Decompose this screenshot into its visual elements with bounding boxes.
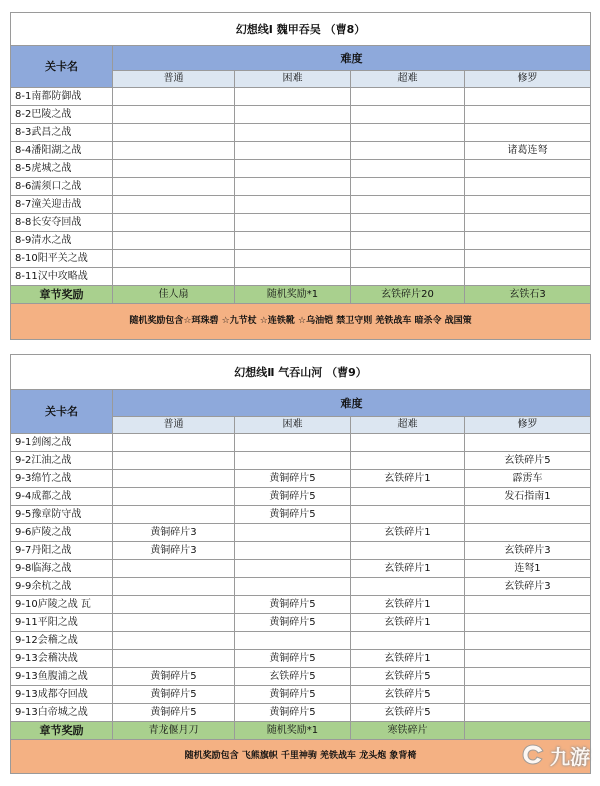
cell-very-hard [351, 578, 465, 596]
cell-normal [113, 196, 235, 214]
cell-hard: 黄铜碎片5 [235, 470, 351, 488]
cell-asura: 玄铁碎片3 [465, 542, 591, 560]
header-hard: 困难 [235, 417, 351, 434]
stage-name: 9-13会稽决战 [11, 650, 113, 668]
cell-hard: 黄铜碎片5 [235, 614, 351, 632]
table-row [11, 470, 591, 488]
stage-name: 8-11汉中攻略战 [11, 268, 113, 286]
cell-hard [235, 578, 351, 596]
table-row [11, 106, 591, 124]
random-reward-note: 随机奖励包含 飞熊旗帜 千里神驹 羌铁战车 龙头炮 象背椅 [11, 740, 591, 774]
cell-asura [465, 214, 591, 232]
cell-hard [235, 124, 351, 142]
cell-normal [113, 106, 235, 124]
cell-very-hard [351, 488, 465, 506]
cell-hard [235, 196, 351, 214]
stage-name: 9-4成都之战 [11, 488, 113, 506]
cell-hard [235, 88, 351, 106]
cell-very-hard: 玄铁碎片1 [351, 614, 465, 632]
cell-very-hard [351, 250, 465, 268]
table-row [11, 668, 591, 686]
table-title: 幻想线Ⅱ 气吞山河 （曹9） [11, 355, 591, 390]
table-row [11, 250, 591, 268]
stage-name: 8-4潘阳湖之战 [11, 142, 113, 160]
stage-name: 9-11平阳之战 [11, 614, 113, 632]
table-row [11, 214, 591, 232]
cell-normal: 黄铜碎片3 [113, 542, 235, 560]
cell-asura [465, 178, 591, 196]
cell-normal [113, 560, 235, 578]
reward-normal: 青龙偃月刀 [113, 722, 235, 740]
cell-very-hard [351, 232, 465, 250]
cell-very-hard [351, 434, 465, 452]
cell-normal [113, 614, 235, 632]
cell-very-hard: 玄铁碎片5 [351, 668, 465, 686]
stage-name: 9-10庐陵之战 瓦 [11, 596, 113, 614]
cell-hard [235, 160, 351, 178]
table-row [11, 124, 591, 142]
table-row [11, 524, 591, 542]
cell-very-hard: 玄铁碎片1 [351, 596, 465, 614]
table-row [11, 542, 591, 560]
cell-normal [113, 214, 235, 232]
stage-table-cao9 [10, 354, 591, 774]
cell-hard: 黄铜碎片5 [235, 686, 351, 704]
reward-hard: 随机奖励*1 [235, 722, 351, 740]
random-reward-note: 随机奖励包含☆珥珠碧 ☆九节杖 ☆连铁靴 ☆乌油铠 禁卫守则 羌铁战车 暗杀令 战国策 [11, 304, 591, 340]
header-asura: 修罗 [465, 417, 591, 434]
cell-hard [235, 142, 351, 160]
cell-normal: 黄铜碎片3 [113, 524, 235, 542]
cell-hard [235, 250, 351, 268]
reward-very-hard: 玄铁碎片20 [351, 286, 465, 304]
header-very-hard: 超难 [351, 417, 465, 434]
cell-normal [113, 632, 235, 650]
table-row [11, 704, 591, 722]
table-row [11, 434, 591, 452]
stage-name: 9-13鱼腹浦之战 [11, 668, 113, 686]
cell-hard: 黄铜碎片5 [235, 650, 351, 668]
cell-asura [465, 632, 591, 650]
cell-very-hard [351, 124, 465, 142]
cell-normal [113, 470, 235, 488]
table-row [11, 506, 591, 524]
cell-normal [113, 488, 235, 506]
cell-asura [465, 268, 591, 286]
cell-very-hard [351, 452, 465, 470]
cell-asura [465, 524, 591, 542]
cell-very-hard [351, 88, 465, 106]
cell-normal [113, 452, 235, 470]
cell-asura: 霹雳车 [465, 470, 591, 488]
table-row [11, 268, 591, 286]
table-row [11, 686, 591, 704]
cell-asura [465, 650, 591, 668]
stage-name: 9-8临海之战 [11, 560, 113, 578]
stage-name: 9-7丹阳之战 [11, 542, 113, 560]
cell-very-hard: 玄铁碎片1 [351, 524, 465, 542]
header-very-hard: 超难 [351, 71, 465, 88]
stage-name: 9-12会稽之战 [11, 632, 113, 650]
cell-very-hard [351, 142, 465, 160]
table-row [11, 614, 591, 632]
stage-name: 8-7潼关迎击战 [11, 196, 113, 214]
stage-table-cao8 [10, 12, 591, 340]
watermark-text: 九游 [550, 745, 590, 769]
cell-hard [235, 542, 351, 560]
cell-normal [113, 142, 235, 160]
cell-asura: 发石指南1 [465, 488, 591, 506]
cell-normal [113, 268, 235, 286]
cell-asura [465, 232, 591, 250]
cell-very-hard [351, 632, 465, 650]
cell-normal [113, 250, 235, 268]
table-row [11, 88, 591, 106]
stage-name: 8-5虎城之战 [11, 160, 113, 178]
stage-name: 9-13成都夺回战 [11, 686, 113, 704]
cell-normal [113, 124, 235, 142]
stage-name: 8-2巴陵之战 [11, 106, 113, 124]
cell-very-hard [351, 506, 465, 524]
cell-normal [113, 434, 235, 452]
cell-normal [113, 88, 235, 106]
cell-normal [113, 232, 235, 250]
header-stage-name: 关卡名 [11, 46, 113, 88]
cell-asura: 连弩1 [465, 560, 591, 578]
reward-asura [465, 722, 591, 740]
stage-name: 9-13白帝城之战 [11, 704, 113, 722]
header-stage-name: 关卡名 [11, 390, 113, 434]
header-difficulty: 难度 [113, 390, 591, 417]
cell-hard [235, 632, 351, 650]
cell-normal [113, 650, 235, 668]
cell-asura [465, 668, 591, 686]
cell-normal [113, 596, 235, 614]
cell-very-hard [351, 214, 465, 232]
section-divider [10, 342, 590, 354]
cell-very-hard [351, 268, 465, 286]
stage-name: 8-3武昌之战 [11, 124, 113, 142]
table-row [11, 452, 591, 470]
stage-name: 9-1剑阁之战 [11, 434, 113, 452]
nine-game-logo-icon [520, 743, 546, 769]
cell-very-hard [351, 106, 465, 124]
cell-very-hard: 玄铁碎片5 [351, 686, 465, 704]
cell-asura [465, 88, 591, 106]
cell-very-hard [351, 542, 465, 560]
cell-hard [235, 268, 351, 286]
table-row [11, 232, 591, 250]
cell-very-hard [351, 196, 465, 214]
table-row [11, 178, 591, 196]
cell-asura: 诸葛连弩 [465, 142, 591, 160]
table-row [11, 560, 591, 578]
header-hard: 困难 [235, 71, 351, 88]
table-row [11, 596, 591, 614]
cell-hard: 玄铁碎片5 [235, 668, 351, 686]
cell-asura [465, 124, 591, 142]
cell-normal [113, 178, 235, 196]
table-row [11, 160, 591, 178]
reward-very-hard: 寒铁碎片 [351, 722, 465, 740]
reward-hard: 随机奖励*1 [235, 286, 351, 304]
cell-asura [465, 434, 591, 452]
table-title: 幻想线Ⅰ 魏甲吞吴 （曹8） [11, 13, 591, 46]
stage-name: 9-6庐陵之战 [11, 524, 113, 542]
cell-asura: 玄铁碎片5 [465, 452, 591, 470]
stage-name: 9-5豫章防守战 [11, 506, 113, 524]
table-row [11, 650, 591, 668]
cell-hard [235, 106, 351, 124]
cell-hard [235, 560, 351, 578]
cell-normal [113, 578, 235, 596]
stage-name: 8-9清水之战 [11, 232, 113, 250]
cell-normal [113, 160, 235, 178]
stage-name: 9-9余杭之战 [11, 578, 113, 596]
cell-hard [235, 524, 351, 542]
cell-normal: 黄铜碎片5 [113, 704, 235, 722]
chapter-reward-label: 章节奖励 [11, 722, 113, 740]
cell-asura: 玄铁碎片3 [465, 578, 591, 596]
chapter-reward-label: 章节奖励 [11, 286, 113, 304]
cell-asura [465, 250, 591, 268]
stage-name: 9-3绵竹之战 [11, 470, 113, 488]
table-row [11, 578, 591, 596]
cell-hard: 黄铜碎片5 [235, 488, 351, 506]
cell-hard: 黄铜碎片5 [235, 704, 351, 722]
cell-asura [465, 686, 591, 704]
table-row [11, 142, 591, 160]
stage-name: 8-1南都防御战 [11, 88, 113, 106]
cell-hard: 黄铜碎片5 [235, 506, 351, 524]
cell-hard [235, 452, 351, 470]
table-row [11, 632, 591, 650]
cell-hard [235, 214, 351, 232]
cell-hard [235, 434, 351, 452]
cell-normal: 黄铜碎片5 [113, 686, 235, 704]
cell-very-hard: 玄铁碎片1 [351, 650, 465, 668]
stage-name: 9-2江油之战 [11, 452, 113, 470]
table-row [11, 196, 591, 214]
header-difficulty: 难度 [113, 46, 591, 71]
cell-very-hard [351, 178, 465, 196]
cell-asura [465, 160, 591, 178]
watermark [520, 741, 590, 770]
cell-asura [465, 596, 591, 614]
cell-very-hard: 玄铁碎片1 [351, 560, 465, 578]
cell-asura [465, 506, 591, 524]
cell-hard: 黄铜碎片5 [235, 596, 351, 614]
cell-very-hard: 玄铁碎片1 [351, 470, 465, 488]
stage-name: 8-6濡须口之战 [11, 178, 113, 196]
cell-asura [465, 614, 591, 632]
cell-normal: 黄铜碎片5 [113, 668, 235, 686]
header-normal: 普通 [113, 71, 235, 88]
header-normal: 普通 [113, 417, 235, 434]
cell-asura [465, 196, 591, 214]
cell-very-hard [351, 160, 465, 178]
stage-name: 8-10阳平关之战 [11, 250, 113, 268]
table-row [11, 488, 591, 506]
header-asura: 修罗 [465, 71, 591, 88]
cell-very-hard: 玄铁碎片5 [351, 704, 465, 722]
reward-normal: 佳人扇 [113, 286, 235, 304]
cell-hard [235, 232, 351, 250]
cell-hard [235, 178, 351, 196]
reward-asura: 玄铁石3 [465, 286, 591, 304]
cell-normal [113, 506, 235, 524]
stage-name: 8-8长安夺回战 [11, 214, 113, 232]
cell-asura [465, 704, 591, 722]
cell-asura [465, 106, 591, 124]
